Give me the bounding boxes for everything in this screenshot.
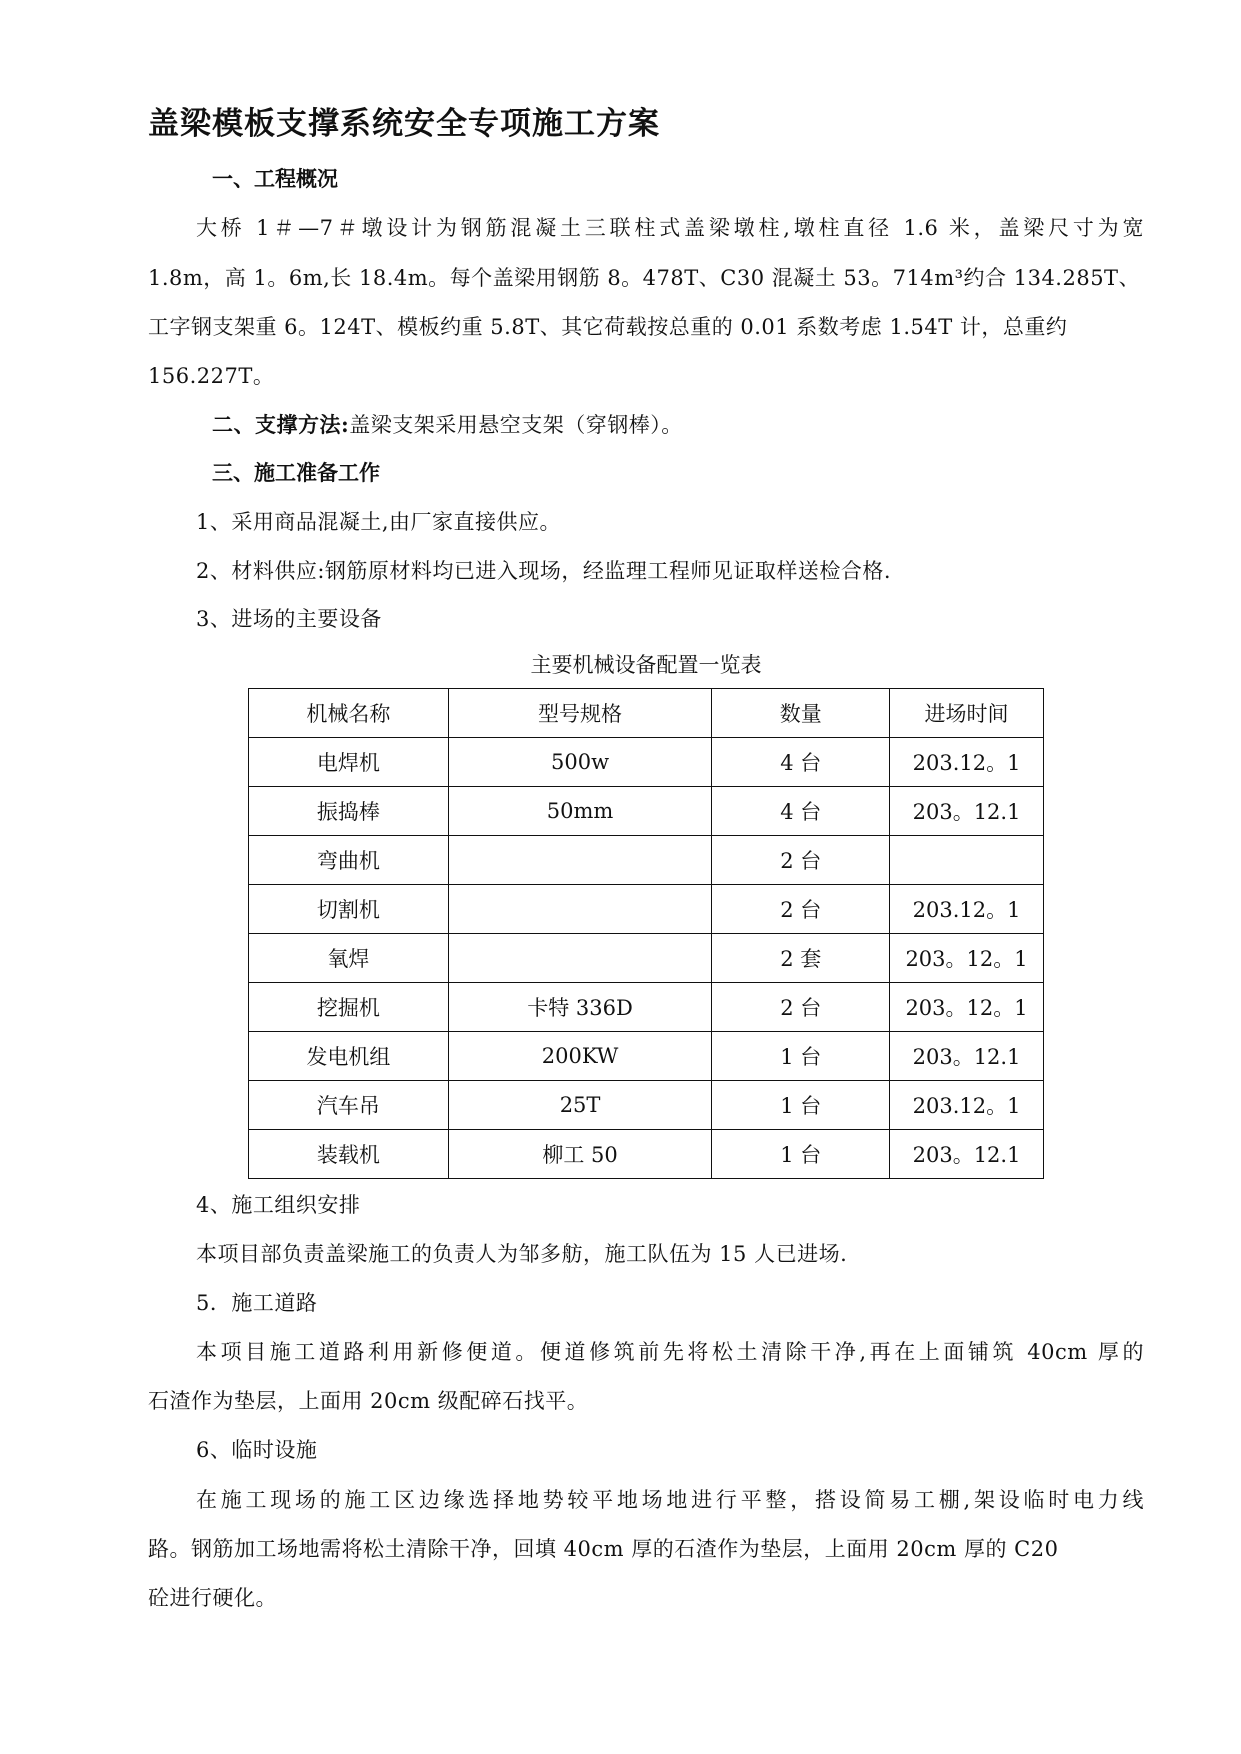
- section-heading-support: 二、支撑方法:: [212, 412, 350, 437]
- cell-date: [890, 836, 1044, 885]
- paragraph-line: 本项目施工道路利用新修便道。便道修筑前先将松土清除干净,再在上面铺筑 40cm 厚的: [196, 1340, 1144, 1364]
- paragraph-line: 石渣作为垫层，上面用 20cm 级配碎石找平。: [148, 1389, 589, 1413]
- cell-quantity: 4 台: [712, 787, 890, 836]
- cell-model: 柳工 50: [448, 1130, 712, 1179]
- section-heading-facilities: 6、临时设施: [196, 1438, 318, 1462]
- section-heading-overview: 一、工程概况: [212, 166, 338, 191]
- list-item: 3、进场的主要设备: [196, 607, 382, 631]
- cell-model: 卡特 336D: [448, 983, 712, 1032]
- cell-date: 203.12。1: [890, 738, 1044, 787]
- cell-date: 203。12.1: [890, 1130, 1044, 1179]
- table-row: [249, 983, 1044, 1032]
- list-item: 2、材料供应:钢筋原材料均已进入现场，经监理工程师见证取样送检合格.: [196, 559, 892, 583]
- cell-name: 切割机: [249, 885, 449, 934]
- cell-model: 25T: [448, 1081, 712, 1130]
- cell-quantity: 2 台: [712, 836, 890, 885]
- table-caption: 主要机械设备配置一览表: [530, 653, 762, 677]
- paragraph-line: 砼进行硬化。: [148, 1586, 277, 1610]
- table-row: [249, 836, 1044, 885]
- cell-name: 振捣棒: [249, 787, 449, 836]
- table-row: [249, 1081, 1044, 1130]
- cell-date: 203.12。1: [890, 885, 1044, 934]
- paragraph-line: 大桥 1＃—7＃墩设计为钢筋混凝土三联柱式盖梁墩柱,墩柱直径 1.6 米，盖梁尺寸为宽: [196, 216, 1144, 240]
- cell-quantity: 4 台: [712, 738, 890, 787]
- paragraph-line: 本项目部负责盖梁施工的负责人为邹多舫，施工队伍为 15 人已进场.: [196, 1242, 848, 1266]
- paragraph-line: 1.8m，高 1。6m,长 18.4m。每个盖梁用钢筋 8。478T、C30 混凝土 53。714m³约合 134.285T、: [148, 266, 1141, 290]
- cell-quantity: 2 套: [712, 934, 890, 983]
- paragraph-line: 工字钢支架重 6。124T、模板约重 5.8T、其它荷载按总重的 0.01 系数考虑 1.54T 计，总重约: [148, 315, 1068, 339]
- cell-date: 203。12。1: [890, 983, 1044, 1032]
- cell-quantity: 1 台: [712, 1081, 890, 1130]
- column-header: 数量: [712, 689, 890, 738]
- table-header-row: [249, 689, 1044, 738]
- section-heading-organization: 4、施工组织安排: [196, 1193, 361, 1217]
- column-header: 型号规格: [448, 689, 712, 738]
- cell-date: 203.12。1: [890, 1081, 1044, 1130]
- cell-name: 氧焊: [249, 934, 449, 983]
- cell-name: 电焊机: [249, 738, 449, 787]
- cell-quantity: 2 台: [712, 885, 890, 934]
- cell-name: 弯曲机: [249, 836, 449, 885]
- cell-model: [448, 885, 712, 934]
- section-heading-road: 5．施工道路: [196, 1291, 318, 1315]
- cell-quantity: 1 台: [712, 1032, 890, 1081]
- support-method-line: [212, 409, 683, 439]
- section-heading-preparation: 三、施工准备工作: [212, 460, 380, 485]
- cell-date: 203。12.1: [890, 787, 1044, 836]
- cell-quantity: 2 台: [712, 983, 890, 1032]
- cell-model: 50mm: [448, 787, 712, 836]
- paragraph-line: 路。钢筋加工场地需将松土清除干净，回填 40cm 厚的石渣作为垫层，上面用 20cm 厚的 C20: [148, 1537, 1059, 1561]
- table-row: [249, 787, 1044, 836]
- cell-model: [448, 934, 712, 983]
- column-header: 进场时间: [890, 689, 1044, 738]
- cell-date: 203。12.1: [890, 1032, 1044, 1081]
- column-header: 机械名称: [249, 689, 449, 738]
- cell-model: 200KW: [448, 1032, 712, 1081]
- table-row: [249, 885, 1044, 934]
- paragraph-line: 156.227T。: [148, 364, 275, 388]
- cell-model: [448, 836, 712, 885]
- table-row: [249, 738, 1044, 787]
- cell-name: 汽车吊: [249, 1081, 449, 1130]
- list-item: 1、采用商品混凝土,由厂家直接供应。: [196, 510, 562, 534]
- cell-quantity: 1 台: [712, 1130, 890, 1179]
- cell-name: 挖掘机: [249, 983, 449, 1032]
- table-row: [249, 934, 1044, 983]
- support-method-text: 盖梁支架采用悬空支架（穿钢棒）。: [349, 413, 683, 437]
- cell-date: 203。12。1: [890, 934, 1044, 983]
- table-row: [249, 1032, 1044, 1081]
- equipment-table: [248, 688, 1044, 1179]
- paragraph-line: 在施工现场的施工区边缘选择地势较平地场地进行平整，搭设简易工棚,架设临时电力线: [196, 1488, 1144, 1512]
- cell-name: 发电机组: [249, 1032, 449, 1081]
- cell-model: 500w: [448, 738, 712, 787]
- document-title: 盖梁模板支撑系统安全专项施工方案: [148, 106, 660, 142]
- cell-name: 装载机: [249, 1130, 449, 1179]
- table-row: [249, 1130, 1044, 1179]
